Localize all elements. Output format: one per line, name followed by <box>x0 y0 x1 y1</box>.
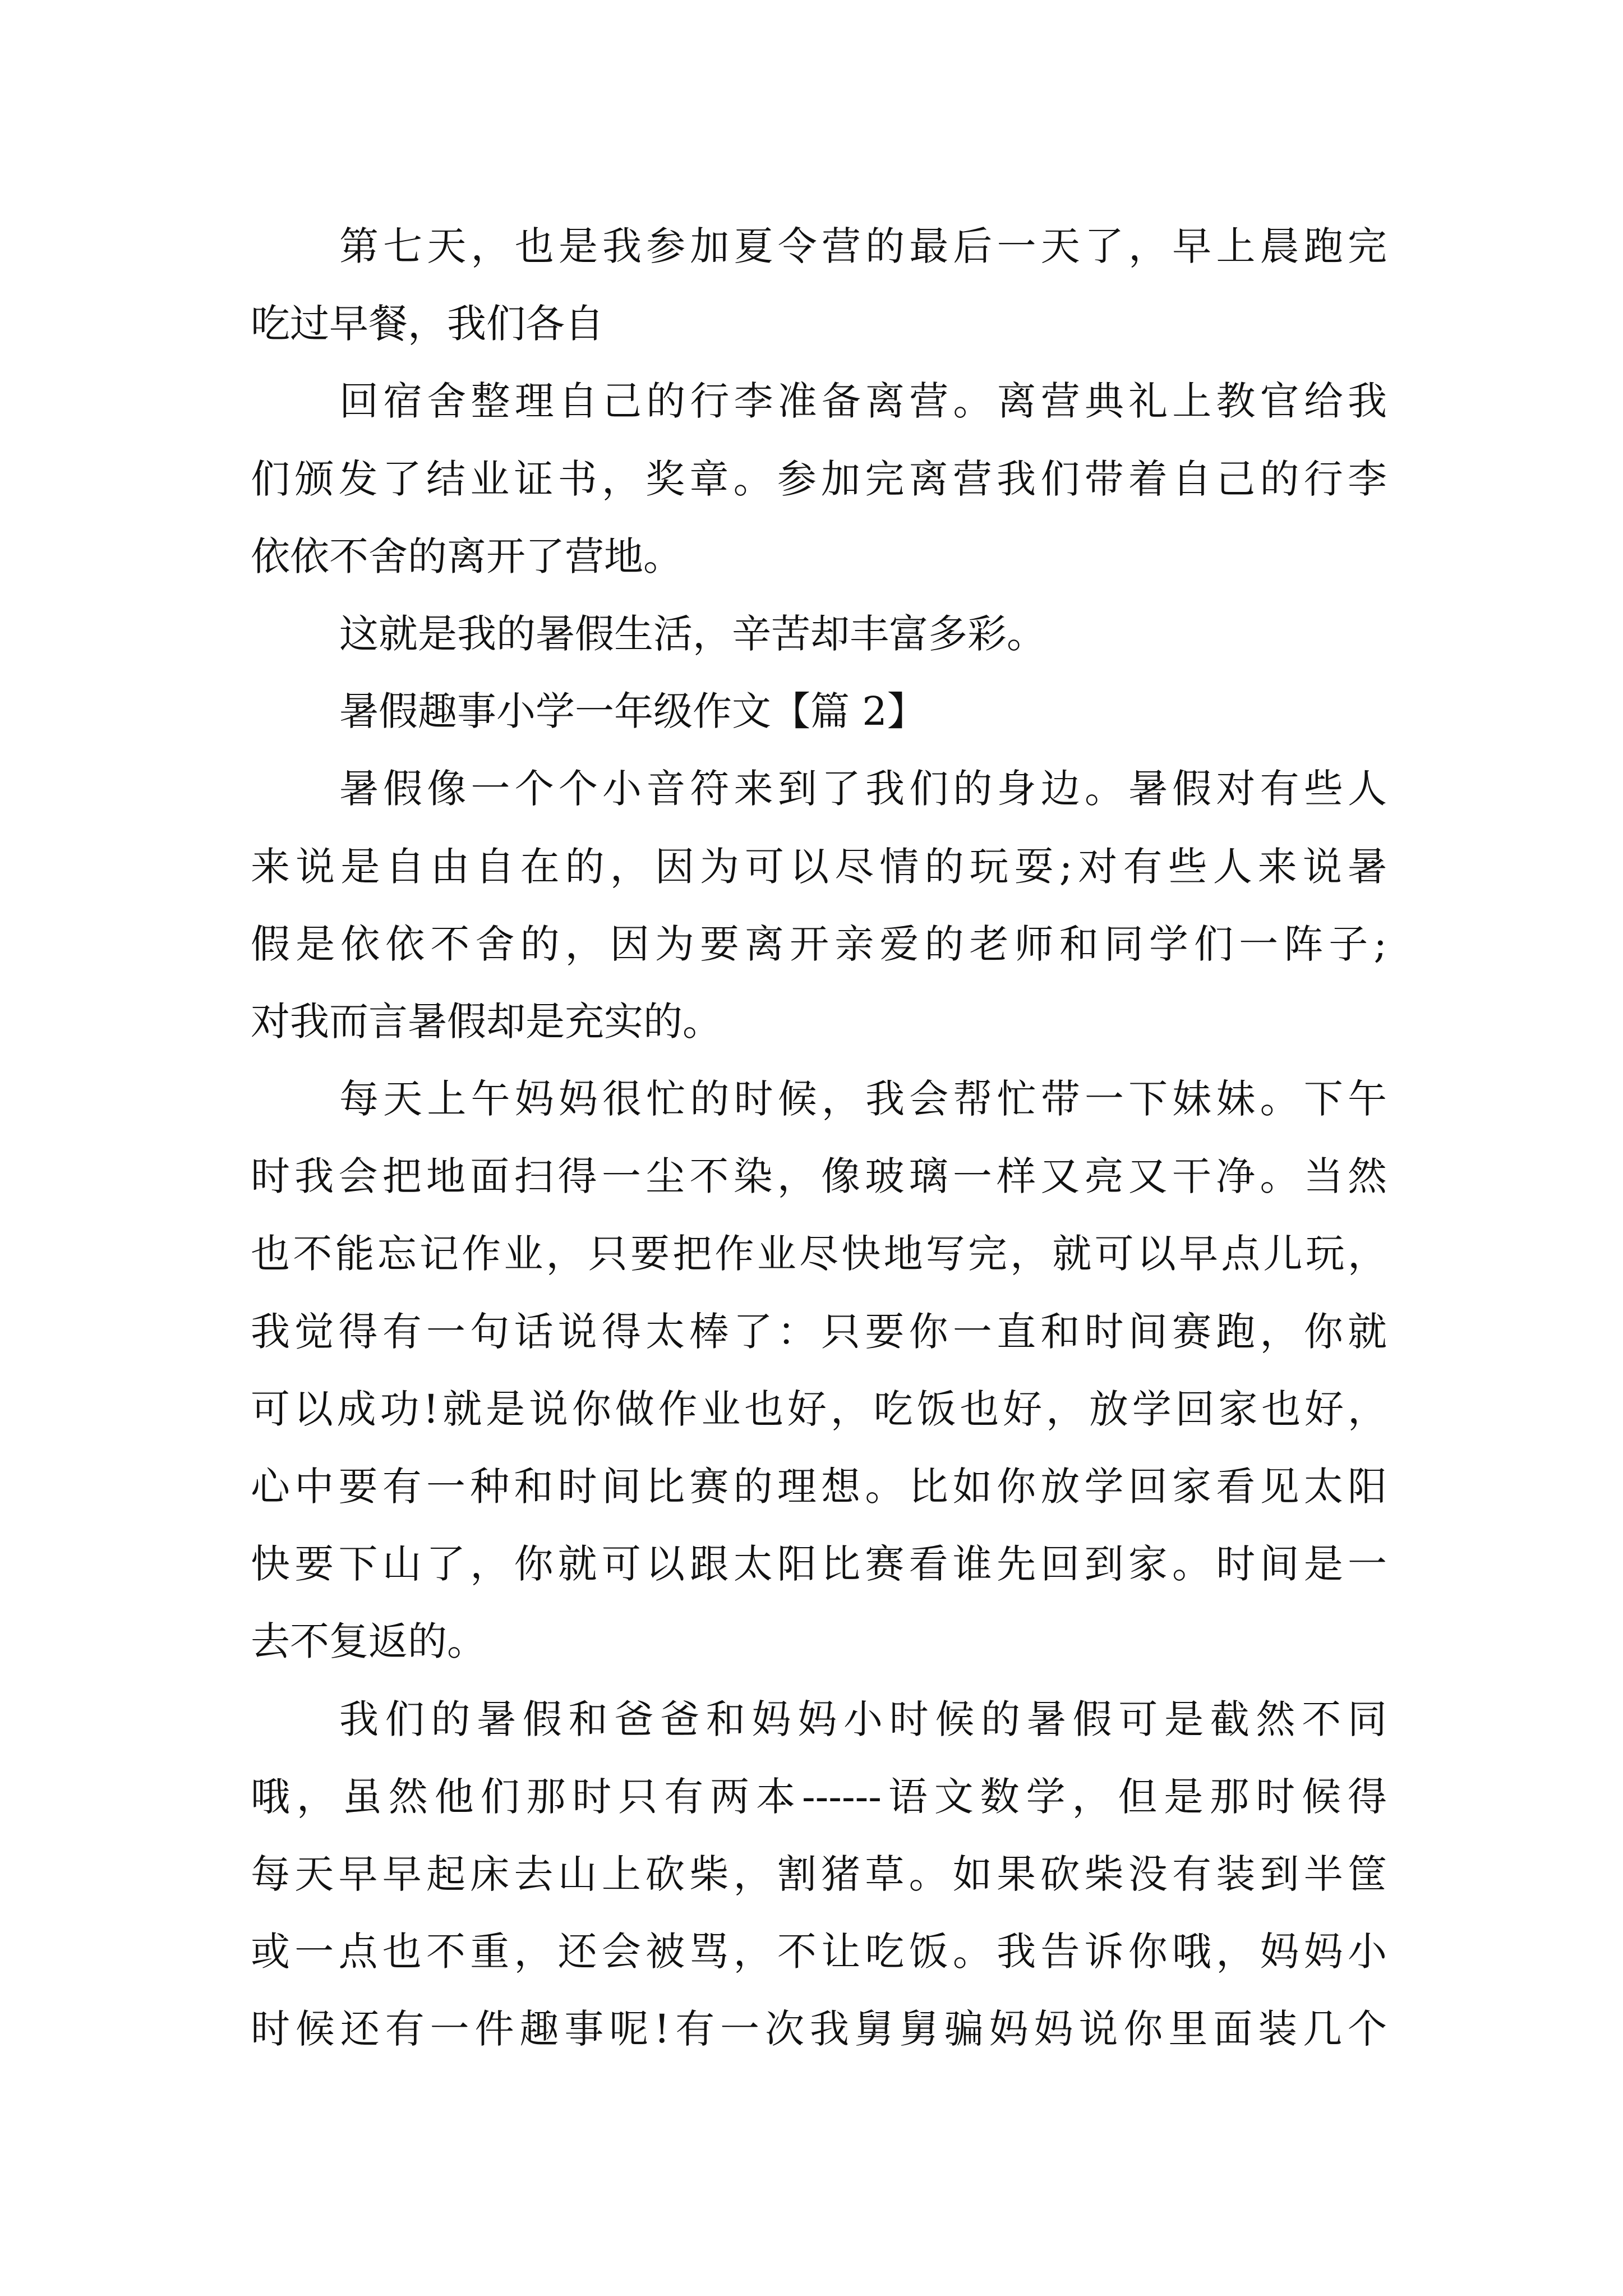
text-line: 暑假像一个个小音符来到了我们的身边。暑假对有些人 <box>339 766 1387 812</box>
text-line: 快要下山了，你就可以跟太阳比赛看谁先回到家。时间是一 <box>251 1541 1387 1588</box>
paragraph <box>251 595 1387 673</box>
section-title: 暑假趣事小学一年级作文【篇 2】 <box>339 688 926 735</box>
text-line: 对我而言暑假却是充实的。 <box>251 998 722 1045</box>
paragraph <box>251 750 1387 1060</box>
text-line: 吃过早餐，我们各自 <box>251 301 604 347</box>
text-line: 第七天，也是我参加夏令营的最后一天了，早上晨跑完 <box>339 223 1387 269</box>
paragraph <box>251 1681 1387 2068</box>
text-line: 或一点也不重，还会被骂，不让吃饭。我告诉你哦，妈妈小 <box>251 1929 1387 1975</box>
text-line: 每天早早起床去山上砍柴，割猪草。如果砍柴没有装到半筐 <box>251 1851 1387 1897</box>
text-line: 可以成功!就是说你做作业也好，吃饭也好，放学回家也好， <box>251 1386 1387 1432</box>
text-line: 我觉得有一句话说得太棒了：只要你一直和时间赛跑，你就 <box>251 1308 1387 1355</box>
paragraph <box>251 362 1387 595</box>
document-body <box>251 208 1387 2068</box>
text-line: 依依不舍的离开了营地。 <box>251 533 683 579</box>
paragraph <box>251 208 1387 362</box>
text-line: 假是依依不舍的，因为要离开亲爱的老师和同学们一阵子; <box>251 921 1387 967</box>
text-line: 们颁发了结业证书，奖章。参加完离营我们带着自己的行李 <box>251 455 1387 502</box>
text-line: 去不复返的。 <box>251 1618 486 1665</box>
text-line: 来说是自由自在的，因为可以尽情的玩耍;对有些人来说暑 <box>251 843 1387 890</box>
text-line: 时候还有一件趣事呢!有一次我舅舅骗妈妈说你里面装几个 <box>251 2006 1387 2053</box>
text-line: 这就是我的暑假生活，辛苦却丰富多彩。 <box>339 610 1046 657</box>
text-line: 我们的暑假和爸爸和妈妈小时候的暑假可是截然不同 <box>339 1696 1387 1742</box>
text-line: 回宿舍整理自己的行李准备离营。离营典礼上教官给我 <box>339 378 1387 425</box>
paragraph <box>251 1060 1387 1681</box>
text-line: 哦，虽然他们那时只有两本------语文数学，但是那时候得 <box>251 1773 1387 1820</box>
text-line: 心中要有一种和时间比赛的理想。比如你放学回家看见太阳 <box>251 1464 1387 1510</box>
section-heading <box>251 673 1387 750</box>
text-line: 也不能忘记作业，只要把作业尽快地写完，就可以早点儿玩， <box>251 1231 1387 1277</box>
text-line: 每天上午妈妈很忙的时候，我会帮忙带一下妹妹。下午 <box>339 1076 1387 1122</box>
text-line: 时我会把地面扫得一尘不染，像玻璃一样又亮又干净。当然 <box>251 1153 1387 1200</box>
